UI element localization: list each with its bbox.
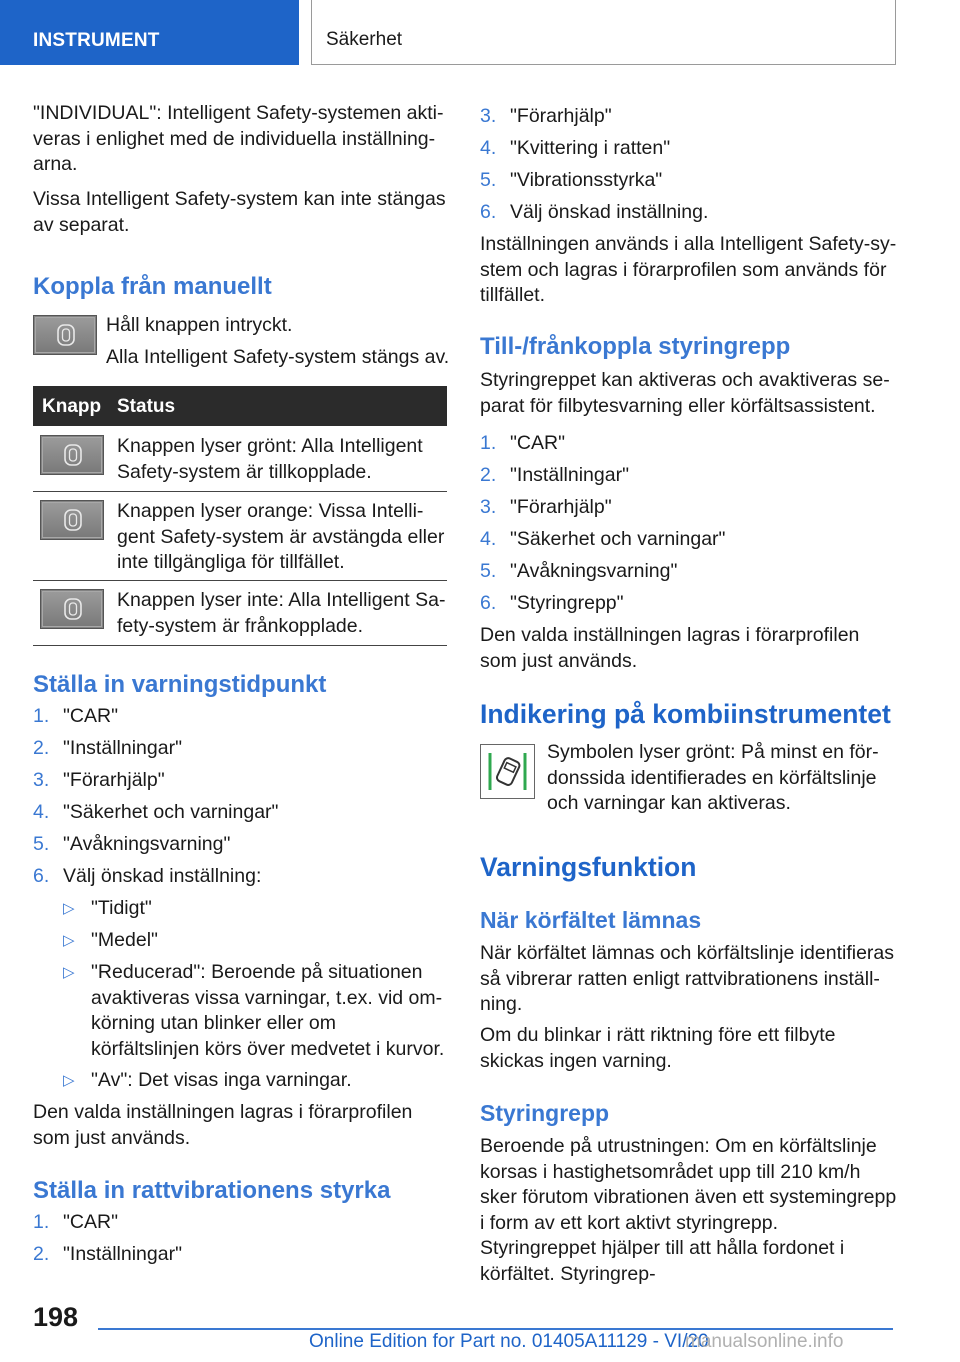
steering-paragraph: Beroende på utrustningen: Om en körfältslinje korsas i hastighetsområdet upp till 210 km/h sker förutom vibrationen även ett systemingrepp i form av ett kort aktivt styringrepp. Styringreppet hjälper till att hålla fordonet i körfältet. Styringrep- [480, 1135, 897, 1285]
safety-button-icon-orange [40, 500, 104, 540]
steer-note: Den valda inställningen lagras i förarprofilen som just används. [480, 624, 860, 672]
table-divider [33, 645, 447, 646]
table-divider [33, 580, 447, 581]
manual-step-1: Håll knappen intryckt. [106, 314, 293, 336]
heading-leaving-lane: När körfältet lämnas [480, 907, 702, 933]
leave-paragraph-1: När körfältet lämnas och körfältslinje identifieras så vibrerar ratten enligt rattvibrationens inställ-ning. [480, 942, 895, 1015]
table-row-1-status: Knappen lyser grönt: Alla Intelligent Safety-system är tillkopplade. [117, 435, 423, 483]
indicator-text: Symbolen lyser grönt: På minst en för-donssida identifierades en körfältslinje och varningar kan aktiveras. [547, 741, 879, 814]
triangle-bullet-icon: ▷ [63, 1072, 75, 1089]
table-divider [33, 491, 447, 492]
safety-button-icon-green [40, 435, 104, 475]
steer-intro: Styringreppet kan aktiveras och avaktiveras se-parat för filbytesvarning eller körfältsassistent. [480, 369, 890, 417]
safety-button-icon [33, 315, 97, 355]
chapter-title: Säkerhet [326, 29, 403, 50]
col-status: Status [117, 396, 176, 417]
manual-step-2: Alla Intelligent Safety-system stängs av. [106, 346, 450, 368]
table-row-2-status: Knappen lyser orange: Vissa Intelli-gent Safety-system är avstängda eller inte tillgängliga för tillfället. [117, 500, 445, 573]
footer-rule [98, 1328, 893, 1330]
watermark: manualsonline.info [685, 1331, 844, 1352]
heading-warning-time: Ställa in varningstidpunkt [33, 671, 327, 698]
chapter-header [311, 0, 896, 65]
section-title: INSTRUMENT [33, 30, 160, 51]
vibration-note: Inställningen används i alla Intelligent Safety-sy-stem och lagras i förarprofilen som används för tillfället. [480, 233, 897, 306]
triangle-bullet-icon: ▷ [63, 932, 75, 949]
heading-indicator: Indikering på kombiinstrumentet [480, 699, 891, 729]
heading-manual-off: Koppla från manuellt [33, 273, 272, 300]
leave-paragraph-2: Om du blinkar i rätt riktning före ett filbyte skickas ingen varning. [480, 1024, 836, 1072]
heading-vibration: Ställa in rattvibrationens styrka [33, 1177, 391, 1204]
intro-paragraph: "INDIVIDUAL": Intelligent Safety-systemen akti-veras i enlighet med de individuella inställning-arna. [33, 102, 444, 175]
page-number: 198 [33, 1302, 79, 1332]
table-row-3-status: Knappen lyser inte: Alla Intelligent Sa-fety-system är frånkopplade. [117, 589, 446, 637]
lane-departure-icon [480, 744, 535, 799]
status-table-header [33, 386, 447, 426]
warning-note: Den valda inställningen lagras i förarprofilen som just används. [33, 1101, 413, 1149]
heading-steering-intervention: Styringrepp [480, 1100, 610, 1126]
section-tab [0, 0, 299, 65]
intro-paragraph-2: Vissa Intelligent Safety-system kan inte stängas av separat. [33, 188, 446, 236]
heading-steer-toggle: Till-/frånkoppla styringrepp [480, 333, 791, 360]
heading-warning-function: Varningsfunktion [480, 852, 697, 882]
triangle-bullet-icon: ▷ [63, 900, 75, 917]
col-knapp: Knapp [42, 396, 102, 417]
edition-note: Online Edition for Part no. 01405A11129 - VI/20 [309, 1331, 709, 1352]
triangle-bullet-icon: ▷ [63, 964, 75, 981]
safety-button-icon-off [40, 589, 104, 629]
